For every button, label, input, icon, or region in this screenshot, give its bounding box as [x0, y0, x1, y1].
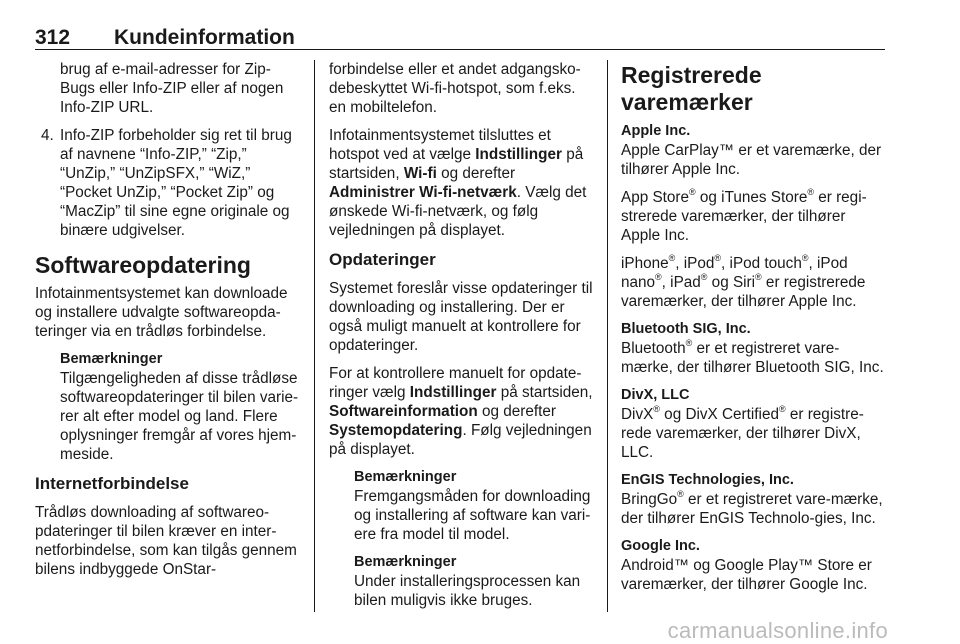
section-heading-softwareopdatering: Softwareopdatering: [35, 252, 251, 278]
paragraph: Trådløs downloading af softwareo-pdateringer til bilen kræver en inter-netforbindelse, som kan tilgås gennem bilens indbyggede OnStar-: [35, 504, 297, 578]
paragraph-app-store: [621, 188, 887, 245]
registered-mark: ®: [685, 337, 693, 348]
watermark: carmanualsonline.info: [667, 618, 888, 643]
paragraph-bluetooth: [621, 339, 887, 377]
text-run: er et registreret vare-mærke, der tilhører Bluetooth SIG, Inc.: [621, 340, 884, 376]
note-text: Fremgangsmåden for downloading og installering af software kan vari-ere fra model til model.: [354, 488, 591, 543]
list-item-continuation: brug af e-mail-adresser for Zip-Bugs eller Info-ZIP eller af nogen Info-ZIP URL.: [60, 61, 284, 116]
text-run: DivX: [621, 406, 654, 423]
text-run: , iPad: [661, 274, 701, 291]
text-run: , iPod nano: [621, 255, 848, 291]
column-divider-right: [607, 60, 608, 612]
text-run: på startsiden,: [496, 384, 593, 401]
text-run: . Følg vejledningen på displayet.: [329, 422, 592, 458]
registered-mark: ®: [778, 403, 786, 414]
list-item-4: [35, 126, 303, 240]
paragraph-hotspot: [329, 126, 595, 240]
list-number: 4.: [41, 127, 54, 144]
text-run: er registrerede varemærker, der tilhører Apple Inc.: [621, 274, 866, 310]
registered-mark: ®: [653, 403, 660, 414]
paragraph-bringgo: [621, 490, 887, 528]
company-name: Apple Inc.: [621, 123, 691, 139]
text-run: BringGo: [621, 491, 678, 508]
column-right: [621, 60, 887, 594]
text-run: og derefter: [477, 403, 556, 420]
text-run: og derefter: [436, 165, 516, 182]
text-run: . Vælg det ønskede Wi-fi-netværk, og følg vejledningen på displayet.: [329, 184, 587, 239]
text-run: er et registreret vare-mærke, der tilhører EnGIS Technolo-gies, Inc.: [621, 491, 883, 527]
text-run: , iPod touch: [721, 255, 802, 272]
text-run: Bluetooth: [621, 340, 686, 357]
section-heading-trademarks: Registrerede varemærker: [621, 62, 762, 115]
paragraph: Apple CarPlay™ er et varemærke, der tilhører Apple Inc.: [621, 142, 882, 178]
registered-mark: ®: [677, 488, 684, 499]
text-run: For at kontrollere manuelt for opdate-ringer vælg: [329, 365, 582, 401]
registered-mark: ®: [714, 252, 722, 263]
text-run: , iPod: [675, 255, 715, 272]
paragraph-manual-check: [329, 364, 595, 459]
menu-term: Indstillinger: [409, 384, 497, 401]
paragraph-iphone: [621, 254, 887, 311]
list-text: Info-ZIP forbeholder sig ret til brug af navnene “Info-ZIP,” “Zip,” “UnZip,” “UnZipSFX,” “WiZ,” “Pocket UnZip,” “Pocket Zip” og “MacZip” til sine egne originale og binære udgivelser.: [60, 127, 292, 239]
page-number: 312: [35, 26, 71, 49]
note-text: Under installeringsprocessen kan bilen muligvis ikke bruges.: [354, 573, 581, 609]
menu-term: Wi-fi: [403, 165, 437, 182]
text-run: er regi-strerede varemærker, der tilhører Apple Inc.: [621, 189, 867, 244]
text-run: på startsiden,: [329, 146, 584, 182]
text-run: og iTunes Store: [695, 189, 808, 206]
column-left: [35, 60, 303, 579]
subheading-opdateringer: Opdateringer: [329, 250, 436, 269]
note-box: [35, 350, 303, 464]
text-run: og DivX Certified: [659, 406, 779, 423]
registered-mark: ®: [700, 271, 708, 282]
company-name: EnGIS Technologies, Inc.: [621, 472, 794, 488]
note-title: Bemærkninger: [354, 469, 457, 485]
menu-term: Systemopdatering: [329, 422, 463, 439]
registered-mark: ®: [755, 271, 762, 282]
registered-mark: ®: [668, 252, 676, 263]
text-run: og Siri: [707, 274, 756, 291]
text-run: Infotainmentsystemet tilsluttes et hotspot ved at vælge: [329, 127, 551, 163]
note-text: Tilgængeligheden af disse trådløse softwareopdateringer til bilen varie-rer alt efter model og land. Flere oplysninger fremgår af vores hjem-meside.: [60, 370, 299, 463]
text-run: er registre-rede varemærker, der tilhører DivX, LLC.: [621, 406, 864, 461]
note-box: [329, 553, 595, 610]
menu-term: Indstillinger: [475, 146, 562, 163]
chapter-title: Kundeinformation: [114, 26, 295, 49]
paragraph: Infotainmentsystemet kan downloade og installere udvalgte softwareopda-teringer via en trådløs forbindelse.: [35, 285, 288, 340]
paragraph: forbindelse eller et andet adgangsko-debeskyttet Wi-fi-hotspot, som f.eks. en mobiltelefon.: [329, 61, 581, 116]
company-name: Bluetooth SIG, Inc.: [621, 321, 751, 337]
company-name: DivX, LLC: [621, 387, 690, 403]
text-run: App Store: [621, 189, 690, 206]
registered-mark: ®: [807, 186, 814, 197]
note-title: Bemærkninger: [354, 554, 457, 570]
note-box: [329, 468, 595, 544]
registered-mark: ®: [689, 186, 696, 197]
header-rule: [35, 49, 885, 50]
paragraph: Android™ og Google Play™ Store er varemærker, der tilhører Google Inc.: [621, 557, 872, 593]
menu-term: Softwareinformation: [329, 403, 478, 420]
column-middle: [329, 60, 595, 610]
registered-mark: ®: [655, 271, 662, 282]
text-run: iPhone: [621, 255, 669, 272]
registered-mark: ®: [801, 252, 809, 263]
paragraph: Systemet foreslår visse opdateringer til downloading og installering. Der er også muligt manuelt at kontrollere for opdateringer.: [329, 280, 593, 354]
column-divider-left: [314, 60, 315, 612]
note-title: Bemærkninger: [60, 351, 163, 367]
company-name: Google Inc.: [621, 538, 700, 554]
paragraph-divx: [621, 405, 887, 462]
menu-term: Administrer Wi-fi-netværk: [329, 184, 517, 201]
subheading-internetforbindelse: Internetforbindelse: [35, 474, 189, 493]
